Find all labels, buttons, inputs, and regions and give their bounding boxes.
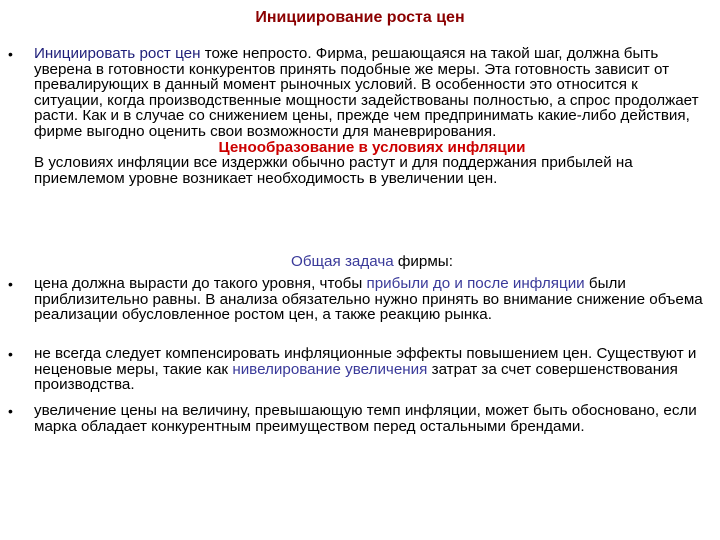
list-item: цена должна вырасти до такого уровня, чтобы прибыли до и после инфляции были приблизительно равны. В анализа обязательно нужно принять во внимание снижение объема реализации обусловленное ростом цен, а также реакцию рынка.	[34, 275, 703, 324]
task-heading	[34, 254, 710, 270]
task-rest: фирмы:	[393, 253, 453, 270]
intro-paragraph	[34, 46, 710, 186]
inflation-text: В условиях инфляции все издержки обычно растут и для поддержания прибылей на приемлемом уровне возникает необходимость в увеличении цен.	[34, 154, 633, 187]
item-highlight: нивелирование увеличения	[232, 360, 428, 378]
list-item: увеличение цены на величину, превышающую темп инфляции, может быть обосновано, если марка обладает конкурентным преимуществом перед остальными брендами.	[34, 402, 697, 435]
bullet-icon: •	[8, 346, 13, 362]
task-highlight: Общая задача	[291, 253, 394, 270]
bullet-icon: •	[8, 403, 13, 419]
item-highlight: прибыли до и после инфляции	[366, 275, 585, 292]
bullet-icon: •	[8, 46, 13, 62]
page-title: Инициирование роста цен	[255, 9, 465, 26]
intro-text: тоже непросто. Фирма, решающаяся на такой шаг, должна быть уверена в готовности конкурентов принять подобные же меры. Эта готовность зависит от превалирующих в данный момент рыночных условий. В особенности это относится к ситуации, когда производственные мощности задействованы полностью, а спрос продолжает расти. Как и в случае со снижением цены, прежде чем предпринимать какие-либо действия, фирме выгодно оценить свои возможности для маневрирования.	[34, 45, 699, 140]
list-item: не всегда следует компенсировать инфляционные эффекты повышением цен. Существуют и неценовые меры, такие как нивелирование увеличения затрат за счет совершенствования производства.	[34, 345, 697, 394]
section-subheading: Ценообразование в условиях инфляции	[218, 138, 526, 156]
intro-lead: Инициировать рост цен	[34, 45, 201, 62]
bullet-icon: •	[8, 276, 13, 292]
